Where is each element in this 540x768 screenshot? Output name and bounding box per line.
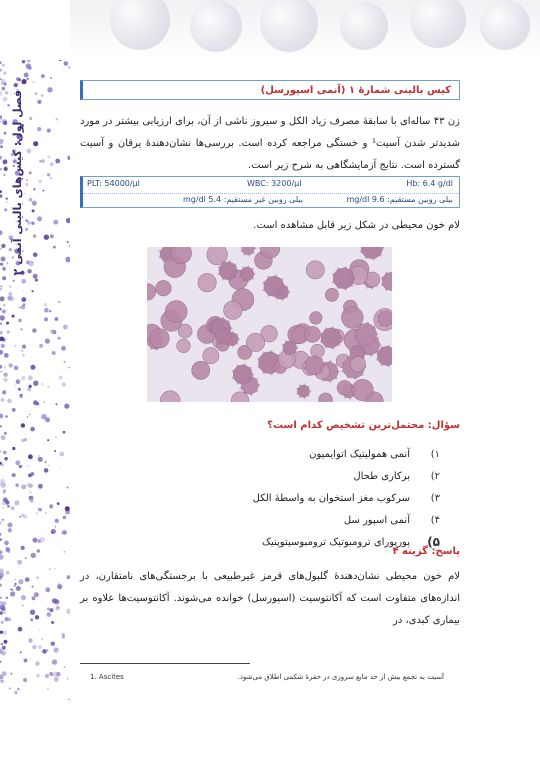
option-number: ۱) [430,448,440,460]
lab-bili-direct: بیلی روبین مستقیم: 9.6 mg/dl [346,195,453,204]
lab-hb: Hb: 6.4 g/dl [406,179,453,188]
option-number: ۴) [430,514,440,526]
footnote-divider [80,663,250,664]
option-item[interactable] [200,465,440,487]
option-number: ۵) [427,535,440,549]
option-text: آنمی اسپور سل [343,514,410,526]
lab-bili-indirect: بیلی روبین غیر مستقیم: 5.4 mg/dl [183,195,304,204]
footnote-text: آسیت به تجمع بیش از حد مایع سروزی در حفرهٔ شکمی اطلاق می‌شود. [237,673,444,681]
blood-smear-micrograph [147,247,392,402]
case-title-box [80,80,460,100]
option-item[interactable] [200,443,440,465]
top-decorative-banner [70,0,540,62]
answer-options-list [200,443,440,553]
option-text: پورپورای ترومبوتیک ترومبوسیتوپنیک [262,536,410,548]
option-item[interactable] [200,487,440,509]
answer-heading: پاسخ: گزینه ۴ [392,546,460,557]
case-description: زن ۴۳ ساله‌ای با سابقهٔ مصرف زیاد الکل و سیروز ناشی از آن، برای ارزیابی بیشتر در مورد شدیدتر شدن آسیت¹ و خستگی مراجعه کرده است. بررسی‌ها نشان‌دهندهٔ یرقان و آسیت گسترده است. نتایج آزمایشگاهی به شرح زیر است. [80,116,460,171]
option-text: برکاری طحال [353,470,410,482]
answer-explanation: لام خون محیطی نشان‌دهندهٔ گلبول‌های قرمز غیرطبیعی با برجستگی‌های نامتقارن، در اندازه‌های متفاوت است که آکانتوسیت (اسپورسل) خوانده می‌شوند. آکانتوسیت‌ها علاوه بر بیماری کبدی، در [80,571,460,626]
footnote [80,673,460,687]
option-number: ۳) [430,492,440,504]
option-item[interactable] [200,509,440,531]
lab-wbc: WBC: 3200/μl [247,179,302,188]
option-number: ۲) [430,470,440,482]
chapter-side-tab-label: فصل اول: کیس‌های بالینی آنمی ۲ [10,90,24,276]
option-text: سرکوب مغز استخوان به واسطهٔ الکل [252,492,410,504]
question-heading: سؤال: محتمل‌ترین تشخیص کدام است؟ [267,420,460,431]
smear-caption: لام خون محیطی در شکل زیر قابل مشاهده است. [253,220,460,231]
option-text: آنمی همولیتیک اتوایمیون [309,448,410,460]
footnote-term: 1. Ascites [90,673,124,681]
lab-results-box [80,176,460,208]
lab-row-1 [83,177,459,194]
case-title: کیس بالینی شمارهٔ ۱ (آنمی اسپورسل) [260,84,451,96]
lab-row-2 [83,193,459,209]
chapter-side-tab [0,68,34,298]
lab-plt: PLT: 54000/μl [87,179,140,188]
